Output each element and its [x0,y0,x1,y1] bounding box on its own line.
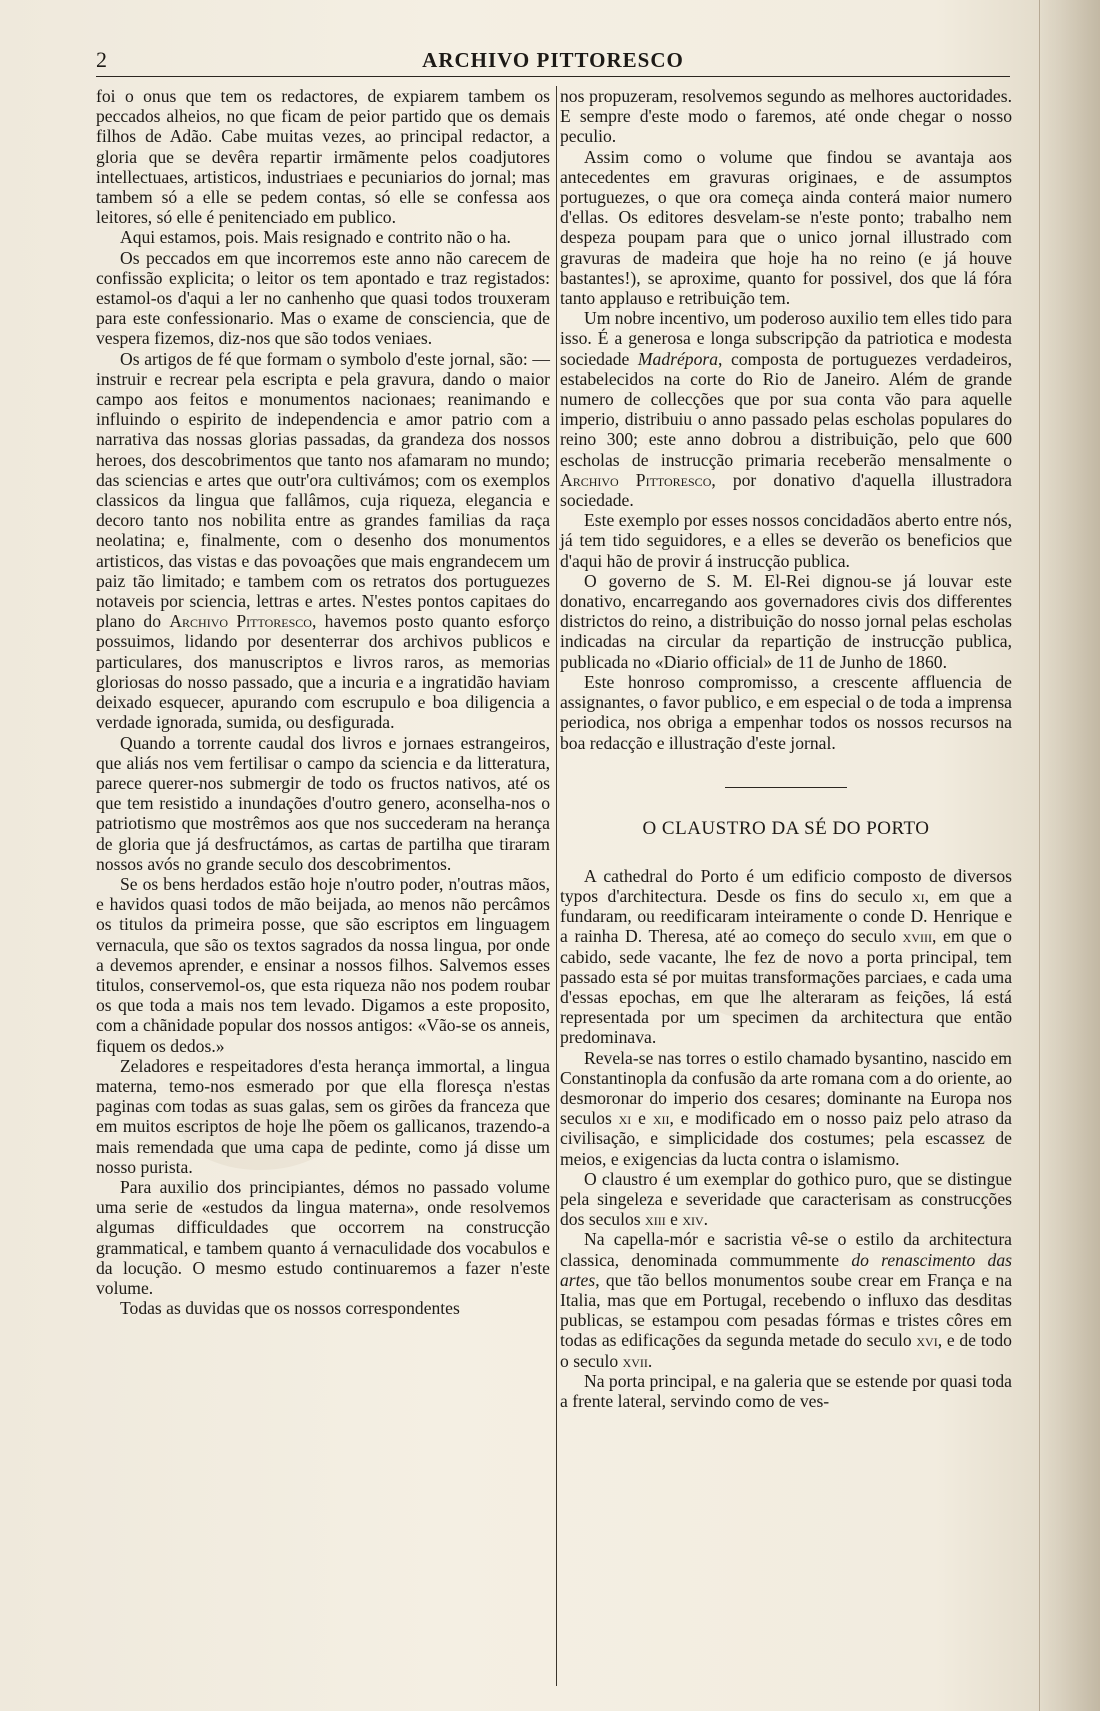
text-run: Um nobre incentivo, um poderoso auxilio tem elles tido para isso. É a generosa e longa subscripção da patriotica e modesta sociedade [560,308,1013,369]
text-run: e [638,1108,646,1129]
text-run: , por donativo d'aquella illustradora sociedade. [560,469,1012,511]
text-run: O claustro é um exemplar do gothico puro, que se distingue pela singeleza e severidade que caracterisam as construcções dos seculos [560,1168,1012,1230]
paragraph [560,1048,1012,1169]
text-run: , que tão bellos monumentos soube crear em França e na Italia, mas que em Portugal, recebendo o influxo das desditas publicas, se estampou com pesadas fórmas e tristes côres em todas as edificações da segunda metade do seculo [560,1269,1012,1351]
text-run: , havemos posto quanto esforço possuimos, lidando por desenterrar dos archivos publicos e particulares, dos manuscriptos e livros raros, as memorias gloriosas do nosso passado, que a incuria e a ingratidão haviam deixado esquecer, apurando com escrupulo e boa diligencia a verdade ignorada, sumida, ou desfigurada. [96,611,550,733]
paragraph: Assim como o volume que findou se avantaja aos antecedentes em gravuras originaes, e de assumptos portuguezes, o que ora começa ainda conterá maior numero d'ellas. Os editores desvelam-se n'este ponto; trabalho nem despeza poupam para que o unico jornal illustrado com gravuras de madeira que hoje ha no reino (e já houve bastantes!), se aproxime, quanto for possivel, dos que lá fóra tanto applauso e retribuição tem. [560,146,1012,309]
century-numeral: xiv [682,1209,704,1230]
century-numeral: xvii [622,1350,648,1371]
paragraph: Este exemplo por esses nossos concidadãos aberto entre nós, já tem tido seguidores, e a elles se deverão os beneficios que d'aqui hão de provir á instrucção publica. [560,510,1012,571]
paragraph: Quando a torrente caudal dos livros e jornaes estrangeiros, que aliás nos vem fertilisar o campo da sciencia e da litteratura, parece querer-nos submergir de todo os fructos nativos, até os que tem resistido a inundações d'outro genero, aconselha-nos o patriotismo que mostrêmos aos que nos succederam na herança de gloria que já desfructámos, as cartas de partilha que tiraram nossos avós no grande seculo dos descobrimentos. [96,732,550,874]
journal-name: Archivo Pittoresco [169,611,312,632]
running-title: ARCHIVO PITTORESCO [422,48,684,72]
text-run: , e de todo o seculo [560,1330,1012,1371]
century-numeral: xvi [916,1330,938,1351]
paragraph: nos propuzeram, resolvemos segundo as melhores auctoridades. E sempre d'este modo o faremos, até onde chegar o nosso peculio. [560,86,1012,147]
paragraph [560,866,1012,1048]
paragraph: Na porta principal, e na galeria que se estende por quasi toda a frente lateral, servindo como de ves- [560,1370,1012,1411]
section-separator [725,787,847,788]
paragraph: O governo de S. M. El-Rei dignou-se já louvar este donativo, encarregando aos governadores civis dos differentes districtos do reino, a distribuição do nosso jornal pelas escholas indicadas na circular da repartição de instrucção publica, publicada no «Diario official» de 11 de Junho de 1860. [560,570,1012,672]
text-run: . [703,1209,709,1230]
text-run: , composta de portuguezes verdadeiros, estabelecidos na corte do Rio de Janeiro. Além de grande numero de collecções que por sua conta vão para aquelle imperio, distribuiu o anno passado pelas escholas populares do reino 300; este anno dobrou a distribuição, pelo que 600 escholas de instrucção primaria receberão mensalmente o [560,348,1012,470]
left-column [96,86,550,1318]
paragraph [560,1169,1012,1230]
century-numeral: xi [911,885,925,906]
text-run: e [670,1209,678,1230]
paragraph: Todas as duvidas que os nossos correspondentes [120,1298,460,1319]
paragraph: Zeladores e respeitadores d'esta herança immortal, a lingua materna, temo-nos esmerado por que ella floresça n'estas paginas com todas as suas galas, sem os girões da franceza que em muitos escriptos de hoje lhe põem os gallicanos, trazendo-a mais remendada que uma capa de pedinte, como já disse um nosso purista. [96,1055,550,1177]
paragraph: foi o onus que tem os redactores, de expiarem tambem os peccados alheios, no que ficam de peior partido que os demais filhos de Adão. Cabe muitas vezes, ao principal redactor, a gloria que se devêra repartir irmãmente pelos coadjutores intellectuaes, artisticos, industriaes e pecuniarios do jornal; mas tambem só a elle se pedem contas, só elle se confessa aos leitores, só elle é penitenciado em publico. [96,86,550,228]
text-run: . [647,1350,653,1371]
text-run: , em que a fundaram, ou reedificaram inteiramente o conde D. Henrique e a rainha D. Theresa, até ao começo do seculo [560,885,1012,947]
journal-name: Archivo Pittoresco [560,469,712,490]
section-title: O CLAUSTRO DA SÉ DO PORTO [642,817,930,839]
paragraph: Este honroso compromisso, a crescente affluencia de assignantes, o favor publico, e em especial o de toda a imprensa periodica, nos obriga a empenhar todos os nossos recursos na boa redacção e illustração d'este jornal. [560,671,1012,753]
century-numeral: xviii [902,926,932,947]
right-column [560,86,1012,1411]
text-run: , em que o cabido, sede vacante, lhe fez de novo a porta principal, tem passado esta sé por muitas transformações parciaes, e cada uma d'essas epochas, em que lhe alteraram as feições, lá está representada por um specimen da architectura que então predominava. [560,926,1012,1048]
text-run: , e modificado em o nosso paiz pelo atraso da civilisação, e simplicidade dos costumes; pela escassez de meios, e exigencias da lucta contra o islamismo. [560,1108,1012,1169]
style-term: do renascimento das artes [560,1249,1012,1290]
column-divider [556,86,557,1686]
text-run: A cathedral do Porto é um edificio composto de diversos typos d'architectura. Desde os fins do seculo [560,865,1012,906]
paragraph: Se os bens herdados estão hoje n'outro poder, n'outras mãos, e havidos quasi todos de mão beijada, ao menos não percâmos os titulos da primeira posse, que são escriptos em linguagem vernacula, que são os textos sagrados da nossa lingua, por onde a devemos aprender, e ensinar a nossos filhos. Salvemos esses titulos, conservemol-os, que esta riqueza não nos podem roubar os que toda a mais nos tem levado. Digamos a este proposito, com a chãnidade popular dos nossos antigos: «Vão-se os anneis, fiquem os dedos.» [96,873,550,1056]
page-header [96,46,1010,77]
text-run: Os artigos de fé que formam o symbolo d'este jornal, são: — instruir e recrear pela escripta e pela gravura, dando o maior campo aos feitos e monumentos nacionaes; reanimando e influindo o espirito de independencia e amor patrio com a narrativa das nossas glorias passadas, da grandeza dos nossos heroes, dos descobrimentos que tanto nos afamaram no mundo; das sciencias e artes que outr'ora cultivámos; com os exemplos classicos da lingua que fallâmos, cuja riqueza, elegancia e decoro tanto nos nobilita entre as grandes familias da raça neolatina; e, finalmente, com o desenho dos monumentos artisticos, das vistas e das povoações que mais engrandecem um paiz tão limitado; e tambem com os retratos dos portuguezes notaveis por sciencia, lettras e artes. N'estes pontos capitaes do plano do [96,348,550,632]
paragraph [560,1229,1012,1370]
page-number: 2 [96,47,107,72]
century-numeral: xi [618,1108,632,1129]
paragraph [560,308,1012,510]
text-run: Revela-se nas torres o estilo chamado bysantino, nascido em Constantinopla da confusão da arte romana com a do oriente, ao desmoronar do imperio dos cesares; dominante na Europa nos seculos [560,1047,1012,1129]
century-numeral: xii [652,1108,670,1129]
paragraph: Para auxilio dos principiantes, démos no passado volume uma serie de «estudos da lingua materna», onde resolvemos algumas difficuldades que occorrem na construcção grammatical, e tambem quanto á vernaculidade dos vocabulos e da locução. O mesmo estudo continuaremos a fazer n'este volume. [96,1176,550,1298]
century-numeral: xiii [645,1209,666,1230]
page-edge-shadow [1039,0,1100,1711]
paragraph [96,349,550,733]
paragraph: Aqui estamos, pois. Mais resignado e contrito não o ha. [120,227,511,248]
text-run: Na capella-mór e sacristia vê-se o estilo da architectura classica, denominada commummente [560,1229,1012,1270]
society-name: Madrépora [637,348,719,369]
paragraph: Os peccados em que incorremos este anno não carecem de confissão explicita; o leitor os tem apontado e traz registados: estamol-os d'aqui a ler no canhenho que quasi todos trouxeram para este confessionario. Mas o exame de consciencia, que de vespera fizemos, diz-nos que são todos veniaes. [96,247,550,349]
